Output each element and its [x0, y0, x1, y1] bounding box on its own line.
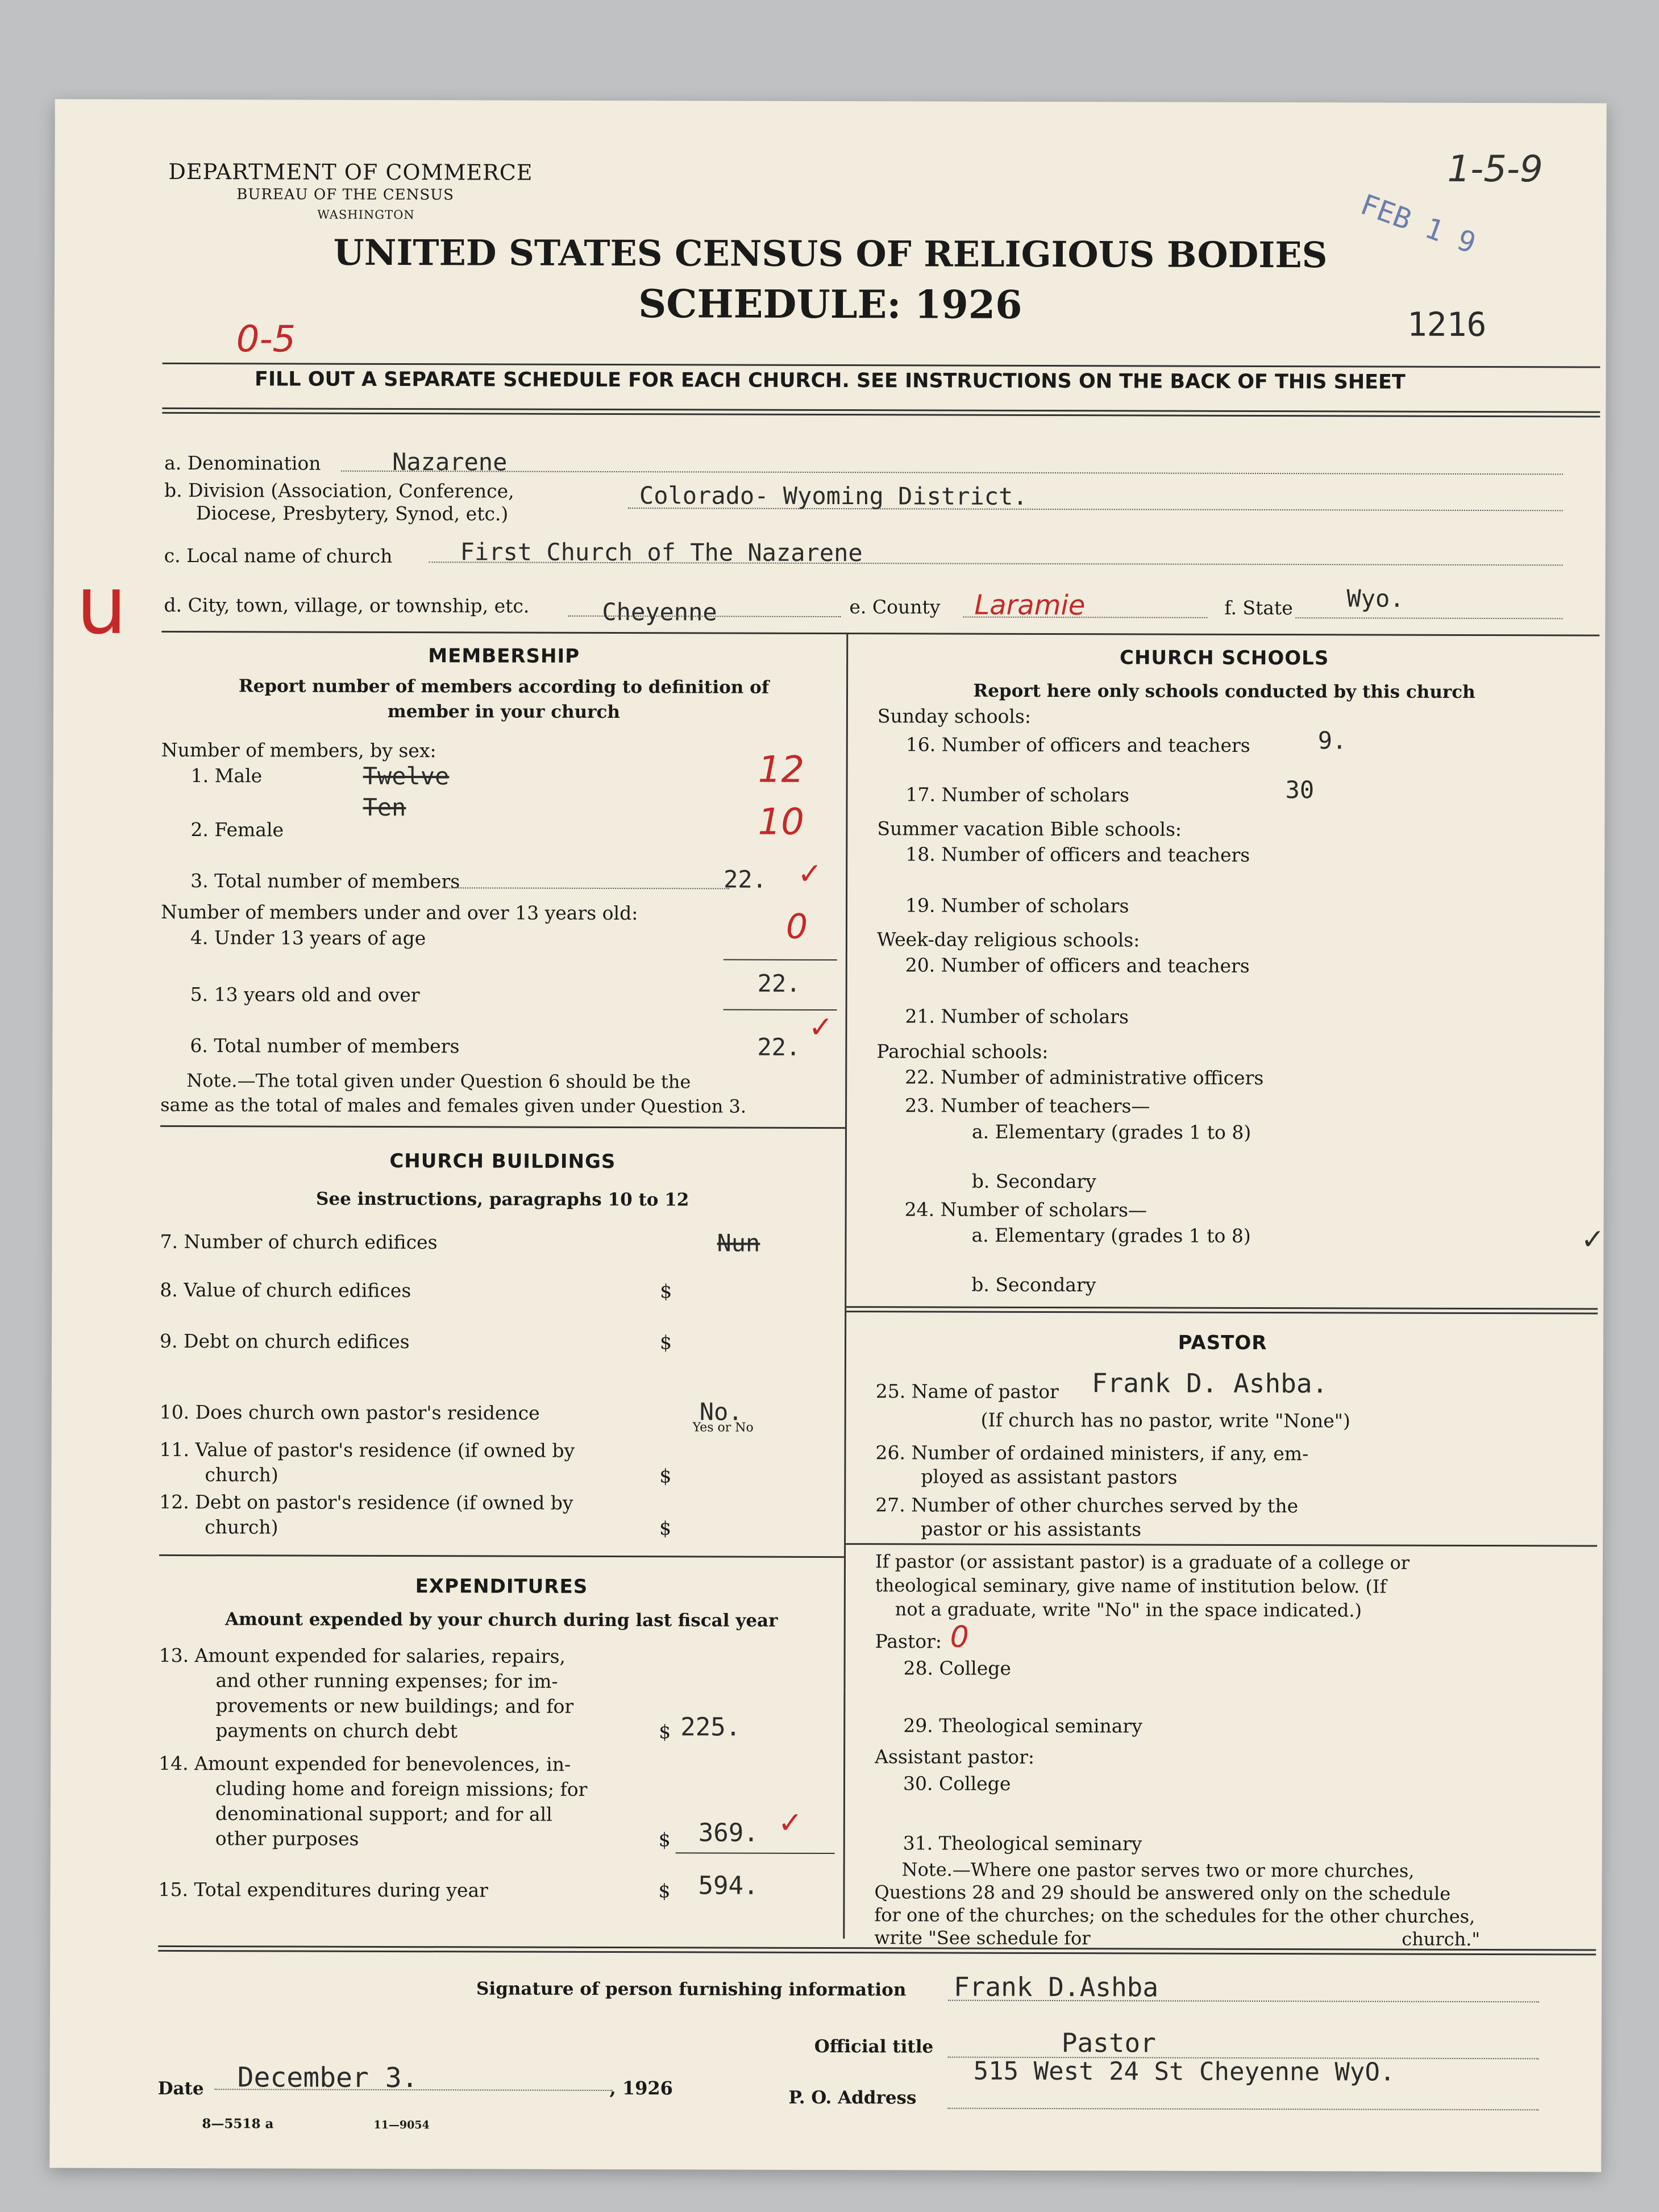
margin-red-mark: u: [76, 559, 127, 652]
parochial-schools-label: Parochial schools:: [876, 1040, 1049, 1063]
schedule-title: SCHEDULE: 1926: [638, 281, 1022, 328]
pastor-note-1: Note.—Where one pastor serves two or more churches,: [901, 1858, 1415, 1882]
buildings-title: CHURCH BUILDINGS: [389, 1149, 616, 1174]
pastor-seminary-label: 29. Theological seminary: [903, 1714, 1142, 1737]
expense-13-line-3: provements or new buildings; and for: [215, 1694, 574, 1718]
instruction-banner: FILL OUT A SEPARATE SCHEDULE FOR EACH CHURCH. SEE INSTRUCTIONS ON THE BACK OF THIS SHEET: [255, 368, 1406, 394]
pastor-none-hint: (If church has no pastor, write "None"): [980, 1408, 1350, 1432]
total-expense-dollar: $: [658, 1880, 671, 1902]
under-13-label: 4. Under 13 years of age: [190, 926, 426, 950]
city-label: d. City, town, village, or township, etc.: [164, 593, 530, 617]
owns-residence-value: No.: [699, 1398, 743, 1426]
sunday-scholars-value: 30: [1285, 776, 1315, 804]
expense-13-line-2: and other running expenses; for im-: [215, 1669, 558, 1693]
city-value: Cheyenne: [602, 597, 717, 626]
edifices-debt-label: 9. Debt on church edifices: [159, 1329, 410, 1353]
scholars-secondary-label: b. Secondary: [971, 1273, 1096, 1296]
other-churches-label-2: pastor or his assistants: [921, 1517, 1142, 1541]
county-value: Laramie: [974, 589, 1086, 622]
department-heading: DEPARTMENT OF COMMERCE: [168, 159, 533, 185]
po-address-value: 515 West 24 St Cheyenne WyO.: [973, 2056, 1395, 2087]
over-13-label: 5. 13 years old and over: [190, 983, 420, 1007]
corner-note: 1-5-9: [1447, 148, 1543, 191]
expense-13-line-1: 13. Amount expended for salaries, repairs,: [159, 1644, 566, 1668]
over-13-value: 22.: [757, 969, 801, 997]
local-name-value: First Church of The Nazarene: [460, 538, 863, 567]
weekday-scholars-label: 21. Number of scholars: [905, 1005, 1129, 1028]
residence-debt-label-1: 12. Debt on pastor's residence (if owned by: [159, 1490, 573, 1514]
expenditures-title: EXPENDITURES: [415, 1575, 588, 1598]
division-value: Colorado- Wyoming District.: [639, 481, 1028, 510]
division-label-2: Diocese, Presbytery, Synod, etc.): [196, 502, 509, 525]
female-label: 2. Female: [190, 818, 284, 841]
edifices-count-value: Nun: [717, 1229, 760, 1257]
edifices-value-dollar: $: [660, 1280, 672, 1303]
expense-14-dollar: $: [658, 1828, 671, 1851]
total-members-value: 22.: [724, 865, 767, 893]
summer-officers-label: 18. Number of officers and teachers: [905, 843, 1250, 866]
residence-debt-dollar: $: [659, 1517, 672, 1540]
male-hand-value: 12: [758, 749, 805, 791]
residence-debt-label-2: church): [205, 1516, 278, 1539]
pastor-name-label: 25. Name of pastor: [875, 1380, 1059, 1403]
state-value: Wyo.: [1346, 584, 1404, 613]
census-schedule-sheet: DEPARTMENT OF COMMERCE BUREAU OF THE CENSUS WASHINGTON 1-5-9 FEB 1 9 UNITED STATES CENSUS OF RELIGIOUS BODIES SCHEDULE: 1926 1216 0-5 FILL OUT A SEPARATE SCHEDULE FOR EACH CHURCH. SEE INSTRUCTIONS ON THE BACK OF THIS SHEET u a. Denomination Nazarene b. Division (Association, Conference, Diocese, Presbytery, Synod, etc.) Colorado- Wyoming District. c. Local name of church First Church of The Nazarene d. City, town, village, or township, etc. Cheyenne e. County Laramie f. State Wyo. MEMBERSHIP Report number of members according to definition of member in your church Number of members, by sex: 1. Male Twelve 12 Ten 2. Female 10 3. Total number of members 22. ✓ Number of members under and over 13 years old: 4. Under 13 years of age 0 5. 13 years old and over 22. 6. Total number of members 22. ✓ Note.—The total given under Question 6 should be the same as the total of males and females given under Question 3. CHURCH BUILDINGS See instructions, paragraphs 10 to 12 7. Number of church edifices Nun 8. Value of church edifices $ 9. Debt on church edifices $ 10. Does church own pastor's residence No. Yes or No 11. Value of pastor's residence (if owned by church) $ 12. Debt on pastor's residence (if owned by church) $ EXPENDITURES Amount expended by your church during last fiscal year 13. Amount expended for salaries, repairs, and other running expenses; for im- provements or new buildings; and for payments on church debt $ 225. 14. Amount expended for benevolences, in- cluding home and foreign missions; for denominational support; and for all other purposes $ 369. ✓ 15. Total expenditures during year $ 594. CHURCH SCHOOLS Report here only schools conducted by this church Sunday schools: 16. Number of officers and teachers 9. 17. Number of scholars 30 Summer vacation Bible schools: 18. Number of officers and teachers 19. Number of scholars Week-day religious schools: 20. Number of officers and teachers 21. Number of scholars Parochial schools: 22. Number of administrative officers 23. Number of teachers— a. Elementary (grades 1 to 8) b. Secondary 24. Number of scholars— a. Elementary (grades 1 to 8) b. Secondary ✓ PASTOR 25. Name of pastor Frank D. Ashba. (If church has no pastor, write "None") 26. Number of ordained ministers, if any, em- ployed as assistant pastors 27. Number of other churches served by the pastor or his assistants If pastor (or assistant pastor) is a graduate of a college or theological seminary, give name of institution below. (If not a graduate, write "No" in the space indicated.) Pastor: 0 28. College 29. Theological seminary Assistant pastor: 30. College 31. Theological seminary Note.—Where one pastor serves two or more churches, Questions 28 and 29 should be answered only on the schedule for one of the churches; on the schedules for the other churches, write "See schedule for church." Signature of person furnishing information Frank D.Ashba Official title Pastor Date December 3. , 1926 P. O. Address 515 West 24 St Cheyenne WyO. 8—5518 a 11—9054: [49, 99, 1607, 2172]
male-label: 1. Male: [190, 764, 263, 787]
denomination-label: a. Denomination: [164, 451, 321, 475]
red-code-note: 0-5: [236, 318, 296, 361]
schedule-number: 1216: [1407, 305, 1487, 344]
pastor-note-3: for one of the churches; on the schedules for the other churches,: [874, 1904, 1475, 1927]
date-value: December 3.: [237, 2061, 418, 2094]
residence-value-label-2: church): [205, 1463, 278, 1486]
county-label: e. County: [849, 596, 941, 618]
date-year: , 1926: [609, 2077, 673, 2099]
pastor-college-label: 28. College: [903, 1657, 1011, 1679]
signature-label: Signature of person furnishing information: [476, 1978, 907, 2001]
male-typed-value: Twelve: [363, 762, 450, 791]
total-expense-label: 15. Total expenditures during year: [158, 1878, 489, 1902]
age-header-label: Number of members under and over 13 years old:: [160, 900, 638, 925]
expense-13-line-4: payments on church debt: [215, 1719, 458, 1743]
sunday-scholars-label: 17. Number of scholars: [905, 783, 1129, 806]
summer-scholars-label: 19. Number of scholars: [905, 894, 1129, 917]
members-by-sex-label: Number of members, by sex:: [161, 738, 436, 762]
division-label-1: b. Division (Association, Conference,: [164, 479, 514, 502]
pastor-note-2: Questions 28 and 29 should be answered only on the schedule: [874, 1881, 1451, 1905]
expense-14-line-3: denominational support; and for all: [215, 1802, 552, 1826]
bureau-heading: BUREAU OF THE CENSUS: [236, 186, 454, 204]
pastor-grad-label: Pastor:: [875, 1630, 942, 1653]
pastor-title: PASTOR: [1178, 1331, 1267, 1355]
residence-value-dollar: $: [659, 1465, 672, 1487]
assistant-college-label: 30. College: [903, 1772, 1011, 1795]
expense-14-line-2: cluding home and foreign missions; for: [215, 1777, 588, 1801]
total-members-6-label: 6. Total number of members: [190, 1034, 460, 1058]
edifices-count-label: 7. Number of church edifices: [160, 1230, 438, 1254]
pastor-grad-value: 0: [950, 1620, 969, 1654]
expense-13-value: 225.: [680, 1712, 741, 1742]
other-churches-label-1: 27. Number of other churches served by the: [875, 1494, 1299, 1517]
pastor-note-5: church.": [1402, 1928, 1481, 1951]
print-number: 11—9054: [373, 2118, 430, 2132]
assistant-pastor-label: Assistant pastor:: [875, 1745, 1035, 1768]
expense-13-dollar: $: [659, 1720, 671, 1743]
membership-title: MEMBERSHIP: [428, 645, 580, 668]
official-title-label: Official title: [814, 2036, 934, 2057]
graduate-note-2: theological seminary, give name of institution below. (If: [875, 1574, 1387, 1598]
state-label: f. State: [1224, 596, 1293, 619]
teachers-elementary-label: a. Elementary (grades 1 to 8): [971, 1120, 1251, 1144]
official-title-value: Pastor: [1061, 2027, 1157, 2059]
expense-14-value: 369.: [698, 1818, 759, 1848]
membership-note-1: Note.—The total given under Question 6 should be the: [186, 1070, 691, 1093]
scholars-elementary-label: a. Elementary (grades 1 to 8): [971, 1224, 1251, 1247]
summer-schools-label: Summer vacation Bible schools:: [877, 817, 1182, 841]
parochial-teachers-label: 23. Number of teachers—: [905, 1094, 1150, 1117]
assistant-ministers-label-1: 26. Number of ordained ministers, if any, em-: [875, 1441, 1309, 1465]
female-hand-value: 10: [758, 801, 804, 843]
sunday-schools-label: Sunday schools:: [877, 705, 1032, 727]
schools-sub: Report here only schools conducted by this church: [973, 680, 1475, 702]
pastor-note-4: write "See schedule for: [874, 1927, 1091, 1949]
received-stamp: FEB 1 9: [1356, 188, 1481, 260]
form-number: 8—5518 a: [202, 2116, 274, 2132]
weekday-schools-label: Week-day religious schools:: [876, 928, 1140, 951]
residence-value-label-1: 11. Value of pastor's residence (if owned by: [159, 1438, 575, 1462]
graduate-note-1: If pastor (or assistant pastor) is a graduate of a college or: [875, 1550, 1410, 1574]
total-expense-value: 594.: [698, 1871, 759, 1901]
teachers-secondary-label: b. Secondary: [971, 1170, 1096, 1193]
under-13-value: 0: [785, 907, 808, 947]
date-label: Date: [157, 2078, 204, 2099]
document-title: UNITED STATES CENSUS OF RELIGIOUS BODIES: [333, 231, 1328, 276]
membership-note-2: same as the total of males and females given under Question 3.: [160, 1093, 747, 1117]
local-name-label: c. Local name of church: [164, 544, 393, 567]
expense-14-line-1: 14. Amount expended for benevolences, in-: [159, 1752, 571, 1776]
total-members-label: 3. Total number of members: [190, 870, 460, 893]
membership-sub-2: member in your church: [387, 701, 620, 723]
weekday-officers-label: 20. Number of officers and teachers: [905, 954, 1250, 977]
denomination-value: Nazarene: [392, 447, 508, 476]
female-typed-value: Ten: [363, 793, 406, 822]
yes-or-no-hint: Yes or No: [692, 1420, 754, 1435]
city-heading: WASHINGTON: [317, 207, 415, 222]
edifices-debt-dollar: $: [659, 1331, 672, 1354]
schools-title: CHURCH SCHOOLS: [1119, 646, 1329, 670]
sunday-officers-label: 16. Number of officers and teachers: [905, 733, 1250, 756]
parochial-admin-label: 22. Number of administrative officers: [905, 1066, 1264, 1090]
graduate-note-3: not a graduate, write "No" in the space indicated.): [895, 1598, 1362, 1621]
parochial-scholars-label: 24. Number of scholars—: [904, 1198, 1147, 1221]
assistant-seminary-label: 31. Theological seminary: [903, 1832, 1142, 1855]
pastor-name-value: Frank D. Ashba.: [1091, 1367, 1328, 1399]
po-address-label: P. O. Address: [788, 2087, 917, 2109]
membership-sub-1: Report number of members according to definition of: [238, 676, 770, 698]
assistant-ministers-label-2: ployed as assistant pastors: [921, 1465, 1178, 1488]
expenditures-sub: Amount expended by your church during last fiscal year: [224, 1609, 778, 1631]
signature-value: Frank D.Ashba: [954, 1971, 1159, 2003]
total-members-6-value: 22.: [757, 1033, 801, 1061]
buildings-sub: See instructions, paragraphs 10 to 12: [315, 1188, 689, 1211]
sunday-officers-value: 9.: [1317, 726, 1347, 755]
edifices-value-label: 8. Value of church edifices: [160, 1278, 411, 1302]
owns-residence-label: 10. Does church own pastor's residence: [159, 1400, 540, 1424]
expense-14-line-4: other purposes: [215, 1827, 359, 1850]
